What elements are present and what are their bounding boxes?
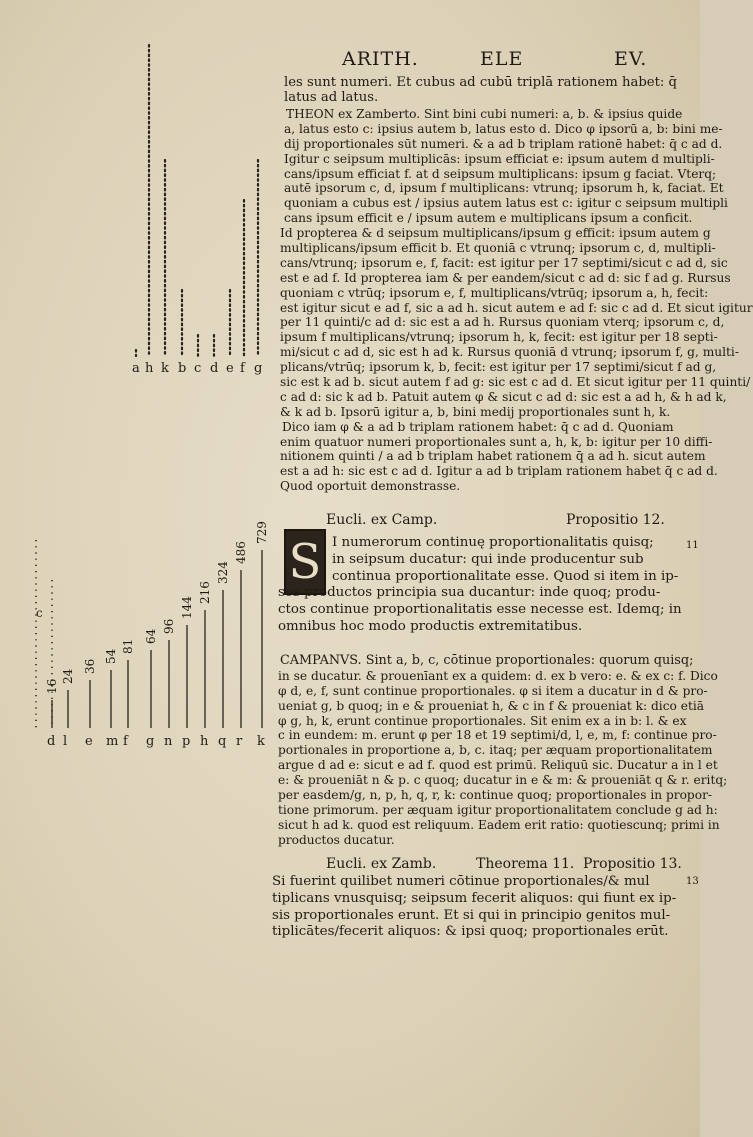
text-line: mi/sicut c ad d, sic est h ad k. Rursus quoniā d vtrunq; ipsorum f, g, multi- (280, 345, 739, 360)
figure-label: h (200, 734, 209, 749)
header-arith: ARITH. (342, 48, 419, 70)
figure-number: 144 (180, 596, 194, 619)
text-line: portionales in proportione a, b, c. itaq; per æquam proportionalitatem (278, 743, 713, 758)
figure-label: h (145, 361, 154, 376)
text-line: cans/vtrunq; ipsorum e, f, facit: est igitur per 17 septimi/sicut c ad d, sic (280, 255, 728, 270)
figure-label: p (182, 734, 191, 749)
figure-number: 16 (45, 678, 59, 694)
text-line: plicans/vtrūq; ipsorum k, b, fecit: est igitur per 17 septimi/sicut f ad g, (280, 360, 717, 375)
text-line: est igitur sicut e ad f, sic a ad h. sicut autem e ad f: sic c ad d. Et sicut igitur (280, 300, 753, 315)
figure-number: 216 (198, 581, 212, 604)
text-line: sos productos principia sua ducantur: inde quoq; produ- (278, 585, 661, 601)
text-line: in se ducatur. & prouenīant ex a quidem: d. ex b vero: e. & ex c: f. Dico (278, 668, 718, 683)
text-line: tione primorum. per æquam igitur proportionalitatem conclude g ad h: (278, 802, 718, 817)
figure-label: l (63, 734, 68, 749)
text-line: Igitur c seipsum multiplicās: ipsum efficiat e: ipsum autem d multipli- (284, 151, 715, 166)
figure-number: 324 (216, 561, 230, 584)
decorated-initial: S (284, 529, 326, 595)
text-line: est a ad h: sic est c ad d. Igitur a ad b triplam rationem habet q̄ c ad d. (280, 464, 718, 479)
heading-eucli-zamb: Eucli. ex Zamb. (326, 856, 437, 872)
figure-number: 729 (255, 521, 269, 544)
text-line: cans/ipsum efficiat f. at d seipsum multiplicans: ipsum g faciat. Vterq; (284, 166, 717, 181)
text-line: argue d ad e: sicut e ad f. quod est primū. Reliquū sic. Ducatur a in l et (278, 758, 718, 773)
text-line: ipsum f multiplicans/vtrunq; ipsorum h, k, fecit: est igitur per 18 septi- (280, 330, 718, 345)
text-line: omnibus hoc modo productis extremitatibus. (278, 618, 583, 634)
text-line: latus ad latus. (284, 89, 379, 105)
figure-number: 486 (234, 541, 248, 564)
text-line: ueniat g, b quoq; in e & proueniat h, & c in f & proueniat k: dico etiā (278, 698, 705, 713)
text-line: les sunt numeri. Et cubus ad cubū triplā rationem habet: q̄ (284, 75, 677, 90)
figure-number: 54 (104, 648, 118, 664)
text-line: tiplicans vnusquisq; seipsum fecerit aliquos: qui fiunt ex ip- (272, 890, 677, 906)
text-line: e: & proueniāt n & p. c quoq; ducatur in e & m: & proueniāt q & r. eritq; (278, 773, 728, 788)
text-line: quoniam a cubus est / ipsius autem latus est c: igitur c seipsum multipli (284, 196, 728, 211)
figure-number: 81 (121, 638, 135, 654)
text-line: cans ipsum efficit e / ipsum autem e multiplicans ipsum a conficit. (284, 211, 693, 226)
text-line: φ d, e, f, sunt continue proportionales. φ si item a ducatur in d & pro- (278, 683, 708, 698)
text-line: c in eundem: m. erunt φ per 18 et 19 septimi/d, l, e, m, f: continue pro- (278, 728, 717, 743)
figure-label: b (178, 361, 187, 376)
figure-number: 64 (144, 628, 158, 644)
figure-label: r (236, 734, 243, 749)
text-line: a, latus esto c: ipsius autem b, latus esto d. Dico φ ipsorū a, b: bini me- (284, 121, 723, 136)
heading-propositio-13: Propositio 13. (583, 856, 682, 872)
text-line: tiplicātes/fecerit aliquos: & ipsi quoq; proportionales erūt. (272, 924, 669, 940)
figure-proportionals-labels (47, 734, 265, 749)
figure-label: e (85, 734, 93, 749)
text-line: sic est k ad b. sicut autem f ad g: sic est c ad d. Et sicut igitur per 11 quinti/ (280, 375, 751, 390)
figure-number: 24 (61, 668, 75, 684)
margin-note: 13 (686, 876, 699, 887)
text-line: & k ad b. Ipsorū igitur a, b, bini medij proportionales sunt h, k. (280, 404, 671, 419)
text-line: nitionem quinti / a ad b triplam habet rationem q̄ a ad h. sicut autem (280, 449, 706, 464)
heading-theorema-11: Theorema 11. (476, 856, 575, 872)
figure-label: q (218, 734, 227, 749)
text-line: Dico iam φ & a ad b triplam rationem habet: q̄ c ad d. Quoniam (282, 419, 674, 434)
text-line: Id propterea & d seipsum multiplicans/ipsum g efficit: ipsum autem g (280, 226, 711, 241)
header-ev: EV. (614, 48, 648, 70)
figure-label: m (106, 734, 119, 749)
figure-label: f (123, 734, 128, 749)
text-line: THEON ex Zamberto. Sint bini cubi numeri: a, b. & ipsius quide (286, 107, 683, 121)
figure-number: 36 (83, 658, 97, 674)
heading-propositio-12: Propositio 12. (566, 512, 665, 528)
figure-label: f (240, 361, 245, 376)
figure-label: k (161, 361, 169, 376)
figure-label: c (194, 361, 202, 376)
figure-label-c: c (36, 606, 43, 620)
figure-label: g (146, 734, 155, 749)
text-line: c ad d: sic k ad b. Patuit autem φ & sicut c ad d: sic est a ad h, & h ad k, (280, 389, 727, 404)
text-line: productos ducatur. (278, 832, 395, 847)
text-line: quoniam c vtrūq; ipsorum e, f, multiplicans/vtrūq; ipsorum a, h, fecit: (280, 285, 709, 300)
text-line: dij proportionales sūt numeri. & a ad b triplam rationē habet: q̄ c ad d. (284, 136, 723, 151)
text-line: sis proportionales erunt. Et si qui in principio genitos mul- (272, 907, 671, 923)
figure-number: 96 (162, 618, 176, 634)
margin-note: 11 (686, 540, 699, 551)
figure-label: k (257, 734, 265, 749)
figure-proportionals-numbers (45, 521, 269, 694)
text-line: in seipsum ducatur: qui inde producentur sub (332, 551, 644, 567)
figure-label: e (226, 361, 234, 376)
text-line: φ g, h, k, erunt continue proportionales. Sit enim ex a in b: l. & ex (278, 713, 687, 728)
heading-eucli-camp: Eucli. ex Camp. (326, 512, 438, 528)
text-line: per easdem/g, n, p, h, q, r, k: continue quoq; proportionales in propor- (278, 788, 713, 803)
text-line: sicut h ad k. quod est reliquum. Eadem erit ratio: quotiescunq; primi in (278, 817, 720, 832)
text-line: Si fuerint quilibet numeri cōtinue proportionales/& mul (272, 874, 650, 889)
text-line: continua proportionalitate esse. Quod si item in ip- (332, 568, 679, 584)
figure-label: d (47, 734, 56, 749)
text-line: per 11 quinti/c ad d: sic est a ad h. Rursus quoniam vterq; ipsorum c, d, (280, 315, 725, 330)
text-line: est e ad f. Id propterea iam & per eandem/sicut c ad d: sic f ad g. Rursus (280, 270, 731, 285)
text-line: ctos continue proportionalitatis esse necesse est. Idemq; in (278, 602, 682, 618)
text-line: CAMPANVS. Sint a, b, c, cōtinue proportionales: quorum quisq; (280, 653, 694, 668)
figure-label: g (254, 361, 263, 376)
figure-label: n (164, 734, 173, 749)
text-line: enim quatuor numeri proportionales sunt a, h, k, b: igitur per 10 diffi- (280, 434, 713, 449)
text-line: multiplicans/ipsum efficit b. Et quoniā c vtrunq; ipsorum c, d, multipli- (280, 241, 716, 256)
text-line: Quod oportuit demonstrasse. (280, 479, 461, 494)
text-line: I numerorum continuę proportionalitatis quisq; (332, 535, 654, 550)
figure-label: a (132, 361, 140, 376)
header-ele: ELE (480, 48, 524, 70)
figure-label: d (210, 361, 219, 376)
text-line: autē ipsorum c, d, ipsum f multiplicans: vtrunq; ipsorum h, k, faciat. Et (284, 181, 724, 196)
